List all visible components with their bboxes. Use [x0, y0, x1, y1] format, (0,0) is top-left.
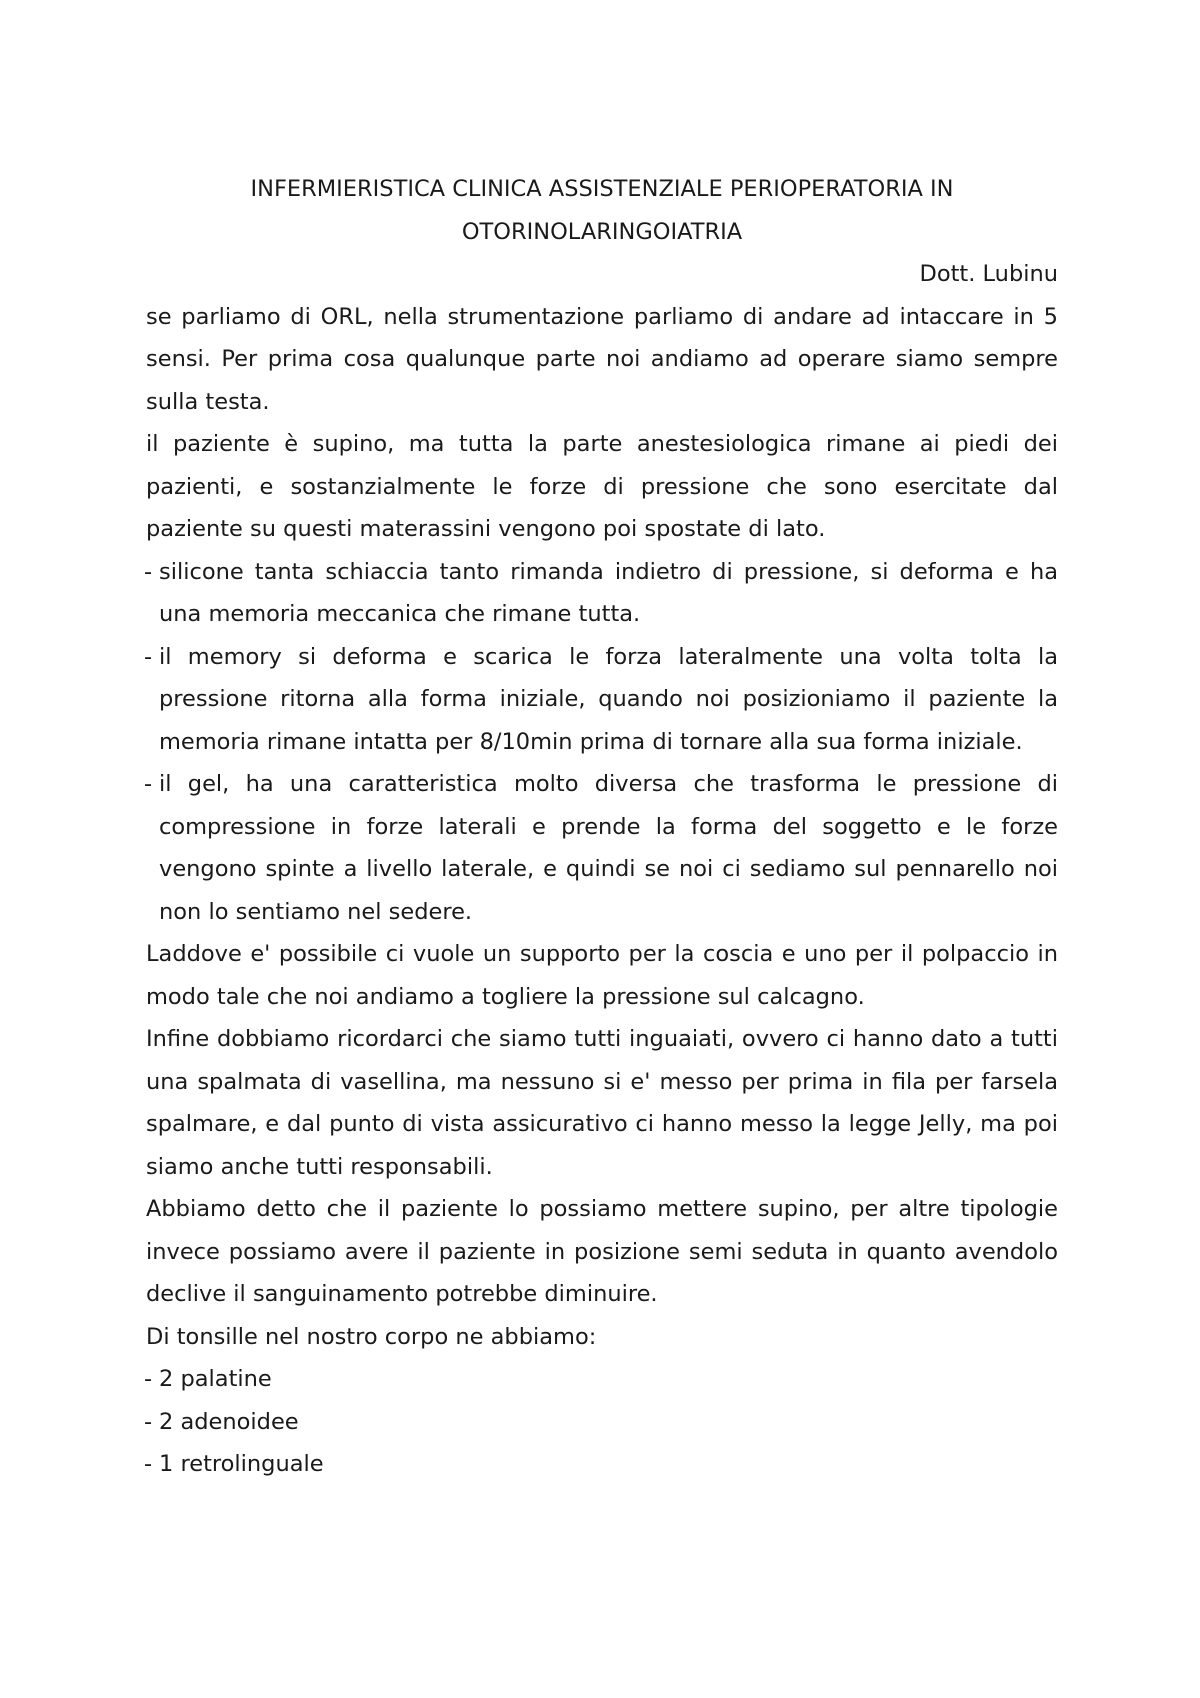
document-title-line-2: OTORINOLARINGOIATRIA	[461, 218, 743, 245]
tonsils-list	[146, 1358, 1058, 1486]
list-item-adenoid	[146, 1401, 1058, 1444]
list-item-gel	[146, 763, 1058, 933]
bullet-dash: -	[144, 1408, 153, 1435]
list-item-text: il gel, ha una caratteristica molto diversa che trasforma le pressione di compressione in forze laterali e prende la forma del soggetto e le forze vengono spinte a livello laterale, e quindi se noi ci sediamo sul pennarello noi non lo sentiamo nel sedere.	[159, 771, 1058, 925]
list-item-palatine	[146, 1358, 1058, 1401]
paragraph-semi-seated: Abbiamo detto che il paziente lo possiamo mettere supino, per altre tipologie invece possiamo avere il paziente in posizione semi seduta in quanto avendolo declive il sanguinamento potrebbe diminuire.	[146, 1196, 1058, 1307]
list-item-text: 2 palatine	[159, 1366, 272, 1392]
bullet-dash: -	[144, 771, 153, 797]
paragraph-support: Laddove e' possibile ci vuole un supporto per la coscia e uno per il polpaccio in modo tale che noi andiamo a togliere la pressione sul calcagno.	[146, 941, 1058, 1010]
bullet-dash: -	[144, 1451, 153, 1477]
document-title-line-1: INFERMIERISTICA CLINICA ASSISTENZIALE PERIOPERATORIA IN	[250, 176, 954, 202]
bullet-dash: -	[144, 643, 153, 670]
paragraph-tonsils-intro: Di tonsille nel nostro corpo ne abbiamo:	[146, 1323, 597, 1350]
paragraph-patient-position: il paziente è supino, ma tutta la parte anestesiologica rimane ai piedi dei pazienti, e sostanzialmente le forze di pressione che sono esercitate dal paziente su questi materassini vengono poi spostate di lato.	[146, 431, 1058, 542]
bullet-dash: -	[144, 558, 153, 585]
list-item-text: 1 retrolinguale	[159, 1451, 324, 1477]
mattress-materials-list	[146, 551, 1058, 934]
paragraph-intro: se parliamo di ORL, nella strumentazione parliamo di andare ad intaccare in 5 sensi. Per prima cosa qualunque parte noi andiamo ad operare siamo sempre sulla testa.	[146, 303, 1058, 415]
list-item-lingual	[146, 1443, 1058, 1486]
author-name: Dott. Lubinu	[919, 261, 1058, 287]
list-item-text: il memory si deforma e scarica le forza lateralmente una volta tolta la pressione ritorna alla forma iniziale, quando noi posizioniamo il paziente la memoria rimane intatta per 8/10min prima di tornare alla sua forma iniziale.	[159, 643, 1058, 755]
list-item-memory	[146, 636, 1058, 764]
list-item-text: silicone tanta schiaccia tanto rimanda indietro di pressione, si deforma e ha una memoria meccanica che rimane tutta.	[159, 558, 1058, 627]
list-item-text: 2 adenoidee	[159, 1408, 299, 1435]
bullet-dash: -	[144, 1366, 153, 1392]
document-page	[146, 168, 1058, 1486]
list-item-silicone	[146, 551, 1058, 636]
paragraph-responsibility: Infine dobbiamo ricordarci che siamo tutti inguaiati, ovvero ci hanno dato a tutti una spalmata di vasellina, ma nessuno si e' messo per prima in fila per farsela spalmare, e dal punto di vista assicurativo ci hanno messo la legge Jelly, ma poi siamo anche tutti responsabili.	[146, 1026, 1058, 1180]
